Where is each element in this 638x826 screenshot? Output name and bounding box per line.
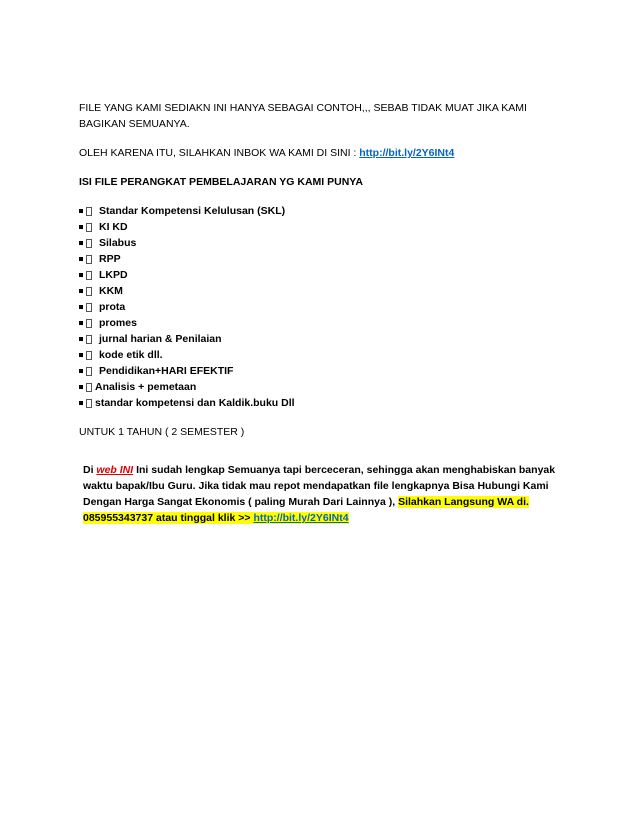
missing-glyph-icon (86, 303, 92, 312)
inbox-text: OLEH KARENA ITU, SILAHKAN INBOK WA KAMI DI SINI : (79, 147, 360, 159)
list-item: prota (79, 299, 559, 315)
list-item: KI KD (79, 219, 559, 235)
list-item: jurnal harian & Penilaian (79, 331, 559, 347)
missing-glyph-icon (86, 287, 92, 296)
bullet-icon (79, 305, 83, 309)
web-link[interactable]: web INI (96, 464, 134, 476)
file-list (79, 203, 559, 411)
list-item: kode etik dll. (79, 347, 559, 363)
missing-glyph-icon (86, 239, 92, 248)
missing-glyph-icon (86, 383, 92, 392)
bullet-icon (79, 257, 83, 261)
document-body (79, 100, 559, 440)
missing-glyph-icon (86, 399, 92, 408)
section-heading: ISI FILE PERANGKAT PEMBELAJARAN YG KAMI PUNYA (79, 176, 363, 188)
list-item: Silabus (79, 235, 559, 251)
bullet-icon (79, 241, 83, 245)
bullet-icon (79, 225, 83, 229)
list-item: Standar Kompetensi Kelulusan (SKL) (79, 203, 559, 219)
bullet-icon (79, 321, 83, 325)
missing-glyph-icon (86, 271, 92, 280)
missing-glyph-icon (86, 367, 92, 376)
notice-link[interactable]: http://bit.ly/2Y6INt4 (253, 512, 349, 524)
whatsapp-link[interactable]: http://bit.ly/2Y6INt4 (359, 147, 455, 159)
list-item: promes (79, 315, 559, 331)
list-item: KKM (79, 283, 559, 299)
list-item: Analisis + pemetaan (79, 379, 559, 395)
intro-paragraph: FILE YANG KAMI SEDIAKN INI HANYA SEBAGAI CONTOH,,, SEBAB TIDAK MUAT JIKA KAMI BAGIKAN SEMUANYA. (79, 102, 527, 130)
missing-glyph-icon (86, 335, 92, 344)
duration-text: UNTUK 1 TAHUN ( 2 SEMESTER ) (79, 426, 245, 438)
bullet-icon (79, 385, 83, 389)
missing-glyph-icon (86, 319, 92, 328)
bullet-icon (79, 273, 83, 277)
bullet-icon (79, 337, 83, 341)
missing-glyph-icon (86, 223, 92, 232)
highlighted-call-to-action: Silahkan Langsung WA di. 085955343737 atau tinggal klik >> http://bit.ly/2Y6INt4 (83, 496, 529, 524)
notice-paragraph: Di web INI Ini sudah lengkap Semuanya tapi berceceran, sehingga akan menghabiskan banyak waktu bapak/Ibu Guru. Jika tidak mau repot mendapatkan file lengkapnya Bisa Hubungi Kami Dengan Harga Sangat Ekonomis ( paling Murah Dari Lainnya ), Silahkan Langsung WA di. 085955343737 atau tinggal klik >> http://bit.ly/2Y6INt4 (83, 464, 556, 524)
missing-glyph-icon (86, 207, 92, 216)
bullet-icon (79, 353, 83, 357)
list-item: Pendidikan+HARI EFEKTIF (79, 363, 559, 379)
bullet-icon (79, 369, 83, 373)
bullet-icon (79, 401, 83, 405)
list-item: LKPD (79, 267, 559, 283)
list-item: RPP (79, 251, 559, 267)
missing-glyph-icon (86, 255, 92, 264)
notice-body: Ini sudah lengkap Semuanya tapi berceceran, sehingga akan menghabiskan banyak waktu bapak/Ibu Guru. Jika tidak mau repot mendapatkan file lengkapnya Bisa Hubungi Kami Dengan Harga Sangat Ekonomis ( paling Murah Dari Lainnya ), (83, 464, 556, 508)
bullet-icon (79, 289, 83, 293)
bullet-icon (79, 209, 83, 213)
inbox-paragraph (79, 145, 559, 161)
missing-glyph-icon (86, 351, 92, 360)
list-item: standar kompetensi dan Kaldik.buku Dll (79, 395, 559, 411)
